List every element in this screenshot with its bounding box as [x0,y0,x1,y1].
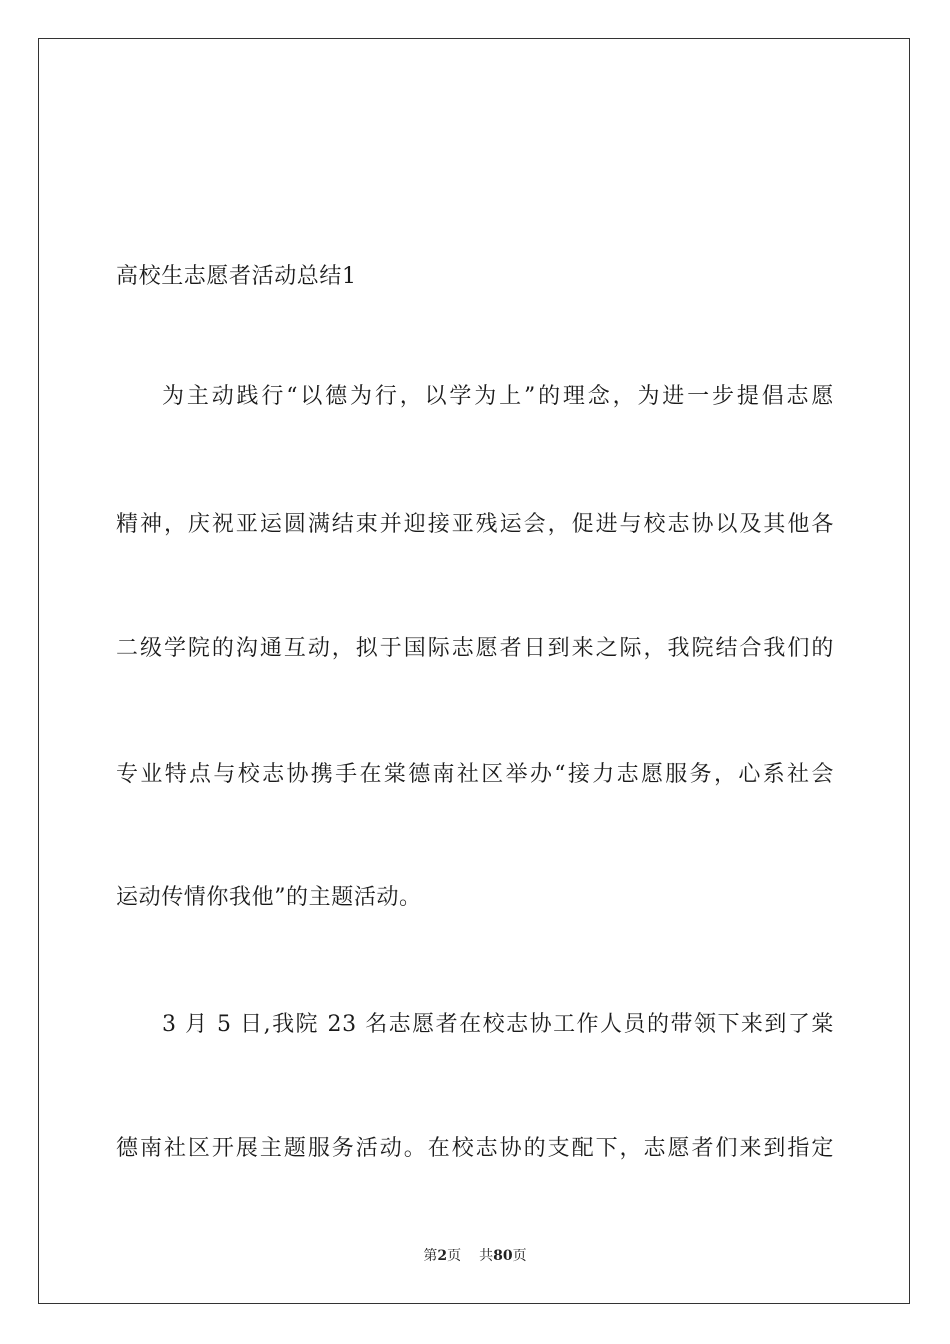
paragraph-line: 专业特点与校志协携手在棠德南社区举办“接力志愿服务，心系社会 [116,762,834,787]
paragraph-line: 二级学院的沟通互动，拟于国际志愿者日到来之际，我院结合我们的 [116,636,834,661]
paragraph-line: 为主动践行“以德为行，以学为上”的理念，为进一步提倡志愿 [162,384,834,409]
page-border [38,38,910,1304]
total-suffix: 页 [512,1248,527,1264]
page-prefix: 第 [423,1248,438,1264]
paragraph-line: 精神，庆祝亚运圆满结束并迎接亚残运会，促进与校志协以及其他各 [116,512,834,537]
total-prefix: 共 [479,1248,494,1264]
page-number: 2 [437,1248,448,1264]
page-footer [0,1247,950,1265]
page-suffix: 页 [447,1248,462,1264]
paragraph-line: 3 月 5 日,我院 23 名志愿者在校志协工作人员的带领下来到了棠 [162,1012,834,1037]
document-title: 高校生志愿者活动总结1 [116,264,357,289]
paragraph-line: 德南社区开展主题服务活动。在校志协的支配下，志愿者们来到指定 [116,1136,834,1161]
total-pages: 80 [493,1248,513,1264]
paragraph-line: 运动传情你我他”的主题活动。 [116,885,422,910]
